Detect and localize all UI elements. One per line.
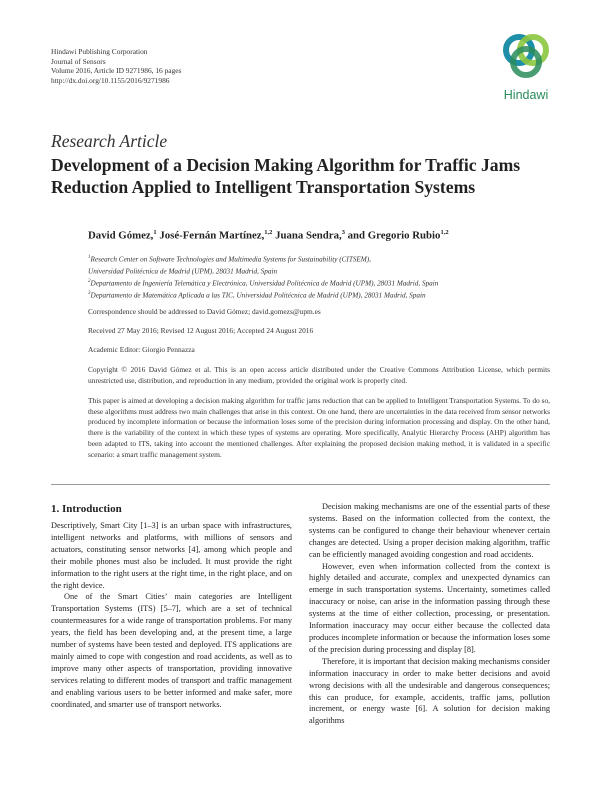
section-divider — [51, 484, 550, 485]
body-paragraph: However, even when information collected from the context is highly detailed and accurate, complex and unexpected dynamics can emerge in such transportation systems. Uncertainty, sometimes called inaccuracy or noise, can arise in the information passing through these systems at the time of either collection, processing, or presentation. Information inaccuracy may occur either because the collected data produces incomplete information or because the information loses some of the precision during processing and display [8]. — [309, 561, 550, 654]
author-name: David Gómez, — [88, 229, 154, 242]
title-line: Development of a Decision Making Algorithm for Traffic Jams — [51, 155, 521, 175]
body-column-left — [51, 520, 292, 711]
author-list — [88, 229, 449, 242]
volume-info: Volume 2016, Article ID 9271986, 16 pages — [51, 66, 182, 76]
author-affil-mark: 1,2 — [264, 229, 273, 236]
author-affil-mark: 3 — [341, 229, 345, 236]
author-affil-mark: 1 — [153, 229, 157, 236]
correspondence-note: Correspondence should be addressed to David Gómez; david.gomezs@upm.es — [88, 307, 321, 316]
hindawi-logo — [500, 28, 552, 110]
academic-editor: Academic Editor: Giorgio Pennazza — [88, 345, 195, 354]
author-affil-mark: 1,2 — [440, 229, 449, 236]
affiliation-list — [88, 253, 438, 301]
affiliation-line — [88, 277, 438, 289]
affiliation-text: Departamento de Matemática Aplicada a las TIC, Universidad Politécnica de Madrid (UPM), 28031 Madrid, Spain — [90, 291, 426, 300]
hindawi-logo-icon — [500, 28, 552, 86]
affiliation-text: Departamento de Ingeniería Telemática y Electrónica, Universidad Politécnica de Madrid (UPM), 28031 Madrid, Spain — [90, 279, 439, 288]
publisher-name: Hindawi Publishing Corporation — [51, 47, 148, 56]
affiliation-line — [88, 253, 438, 265]
affiliation-line — [88, 289, 438, 301]
body-paragraph: One of the Smart Cities’ main categories are Intelligent Transportation Systems (ITS) [5–7], which are a set of technical countermeasures for a wide range of transportation problems. For many years, the field has been developing and, at the present time, a large number of systems have been tested and deployed. ITS applications are mainly aimed to cope with congestion and road accidents, as well as to improve many other aspects of transportation, providing innovative services relating to different modes of transport and traffic management and enabling various users to be better informed and make safer, more coordinated, and smarter use of transport networks. — [51, 592, 292, 709]
title-line: Reduction Applied to Intelligent Transportation Systems — [51, 177, 476, 197]
body-paragraph: Therefore, it is important that decision making mechanisms consider information inaccuracy in order to make better decisions and avoid wrong decisions with all the undesirable and dangerous consequences; this can produce, for example, accidents, traffic jams, pollution increment, or energy waste [6]. A solution for decision making algorithms — [309, 656, 550, 726]
affiliation-line — [88, 265, 438, 277]
affiliation-mark: 3 — [88, 290, 91, 296]
submission-dates: Received 27 May 2016; Revised 12 August 2016; Accepted 24 August 2016 — [88, 326, 314, 335]
affiliation-text: Universidad Politécnica de Madrid (UPM), 28031 Madrid, Spain — [88, 267, 278, 276]
section-heading-introduction: 1. Introduction — [51, 503, 122, 515]
journal-metadata — [51, 47, 181, 85]
body-paragraph: Decision making mechanisms are one of the essential parts of these systems. Based on the information collected from the context, the systems can be configured to change their behaviour whenever certain changes are detected. Using a proper decision making algorithm, traffic can be efficiently managed avoiding congestion and road accidents. — [309, 502, 550, 559]
body-column-right — [309, 501, 550, 727]
author-name: José-Fernán Martínez, — [159, 229, 265, 242]
paper-title — [51, 154, 571, 198]
abstract-text: This paper is aimed at developing a decision making algorithm for traffic jams reduction that can be applied to Intelligent Transportation Systems. To do so, these algorithms must address two main challenges that arise in this context. On one hand, there are uncertainties in the data received from sensor networks produced by incomplete information or because the information loses some of the precision during information processing and display. On the other hand, there is the variability of the context in which these types of systems are operating. More specifically, Analytic Hierarchy Process (AHP) algorithm has been adapted to ITS, taking into account the mentioned challenges. After explaining the proposed decision making method, it is validated in a specific scenario: a smart traffic management system. — [88, 396, 550, 459]
journal-name: Journal of Sensors — [51, 56, 106, 66]
affiliation-mark: 2 — [88, 278, 91, 284]
author-name: Juana Sendra, — [275, 229, 342, 242]
affiliation-text: Research Center on Software Technologies and Multimedia Systems for Sustainability (CITSEM), — [90, 255, 371, 264]
body-paragraph: Descriptively, Smart City [1–3] is an urban space with infrastructures, intelligent networks and platforms, with millions of sensors and actuators, constituting sensor networks [4], among which people and their mobile phones must also be included. It must provide the right information to the right users at the right time, in the right place, and on the right device. — [51, 521, 292, 590]
hindawi-logo-text: Hindawi — [503, 88, 549, 102]
author-name: and Gregorio Rubio — [347, 229, 441, 242]
affiliation-mark: 1 — [88, 255, 91, 260]
article-type: Research Article — [51, 131, 168, 151]
copyright-notice: Copyright © 2016 David Gómez et al. This is an open access article distributed under the Creative Commons Attribution License, which permits unrestricted use, distribution, and reproduction in any medium, provided the original work is properly cited. — [88, 365, 550, 385]
doi-link[interactable]: http://dx.doi.org/10.1155/2016/9271986 — [51, 75, 170, 85]
